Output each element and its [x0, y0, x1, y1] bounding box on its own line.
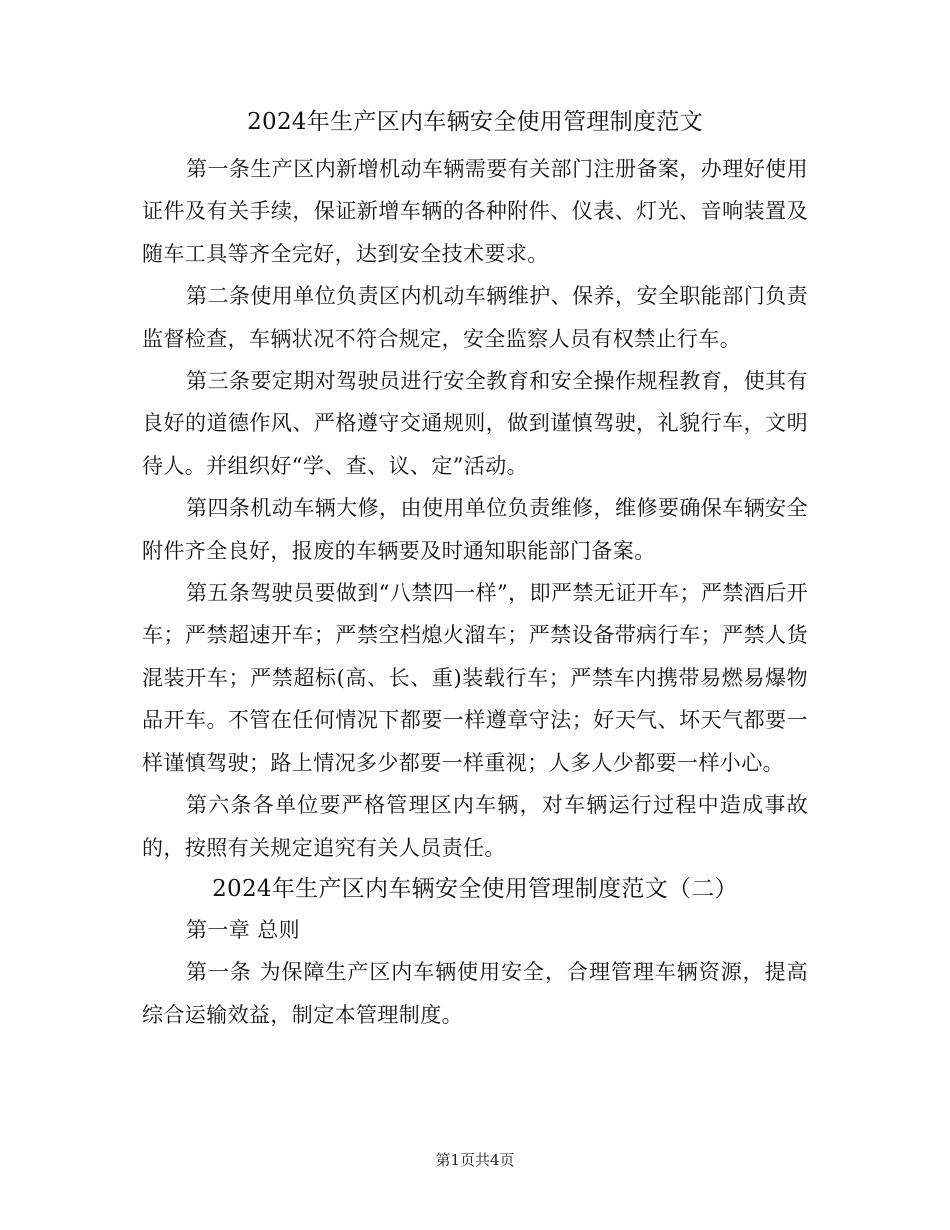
section-2-title: 2024年生产区内车辆安全使用管理制度范文（二）	[212, 875, 738, 902]
chapter-heading: 第一章 总则	[186, 917, 301, 942]
document-body	[142, 102, 808, 1036]
paragraph-article-4: 第四条机动车辆大修，由使用单位负责维修，维修要确保车辆安全附件齐全良好，报废的车辆要及时通知职能部门备案。	[142, 496, 808, 563]
paragraph-article-3: 第三条要定期对驾驶员进行安全教育和安全操作规程教育，使其有良好的道德作风、严格遵守交通规则，做到谨慎驾驶，礼貌行车，文明待人。并组织好“学、查、议、定”活动。	[142, 369, 808, 478]
paragraph-article-1: 第一条生产区内新增机动车辆需要有关部门注册备案，办理好使用证件及有关手续，保证新增车辆的各种附件、仪表、灯光、音响装置及随车工具等齐全完好，达到安全技术要求。	[142, 157, 808, 266]
document-title: 2024年生产区内车辆安全使用管理制度范文	[247, 109, 703, 135]
page-number-footer: 第1页共4页	[435, 1151, 515, 1169]
paragraph-article-6: 第六条各单位要严格管理区内车辆，对车辆运行过程中造成事故的，按照有关规定追究有关人员责任。	[142, 793, 808, 860]
paragraph-article-2: 第二条使用单位负责区内机动车辆维护、保养，安全职能部门负责监督检查，车辆状况不符合规定，安全监察人员有权禁止行车。	[142, 284, 808, 351]
paragraph-article-5: 第五条驾驶员要做到“八禁四一样”，即严禁无证开车；严禁酒后开车；严禁超速开车；严禁空档熄火溜车；严禁设备带病行车；严禁人货混装开车；严禁超标(高、长、重)装载行车；严禁车内携带易燃易爆物品开车。不管在任何情况下都要一样遵章守法；好天气、坏天气都要一样谨慎驾驶；路上情况多少都要一样重视；人多人少都要一样小心。	[142, 581, 808, 775]
paragraph-section2-article-1: 第一条 为保障生产区内车辆使用安全，合理管理车辆资源，提高综合运输效益，制定本管理制度。	[142, 960, 808, 1027]
